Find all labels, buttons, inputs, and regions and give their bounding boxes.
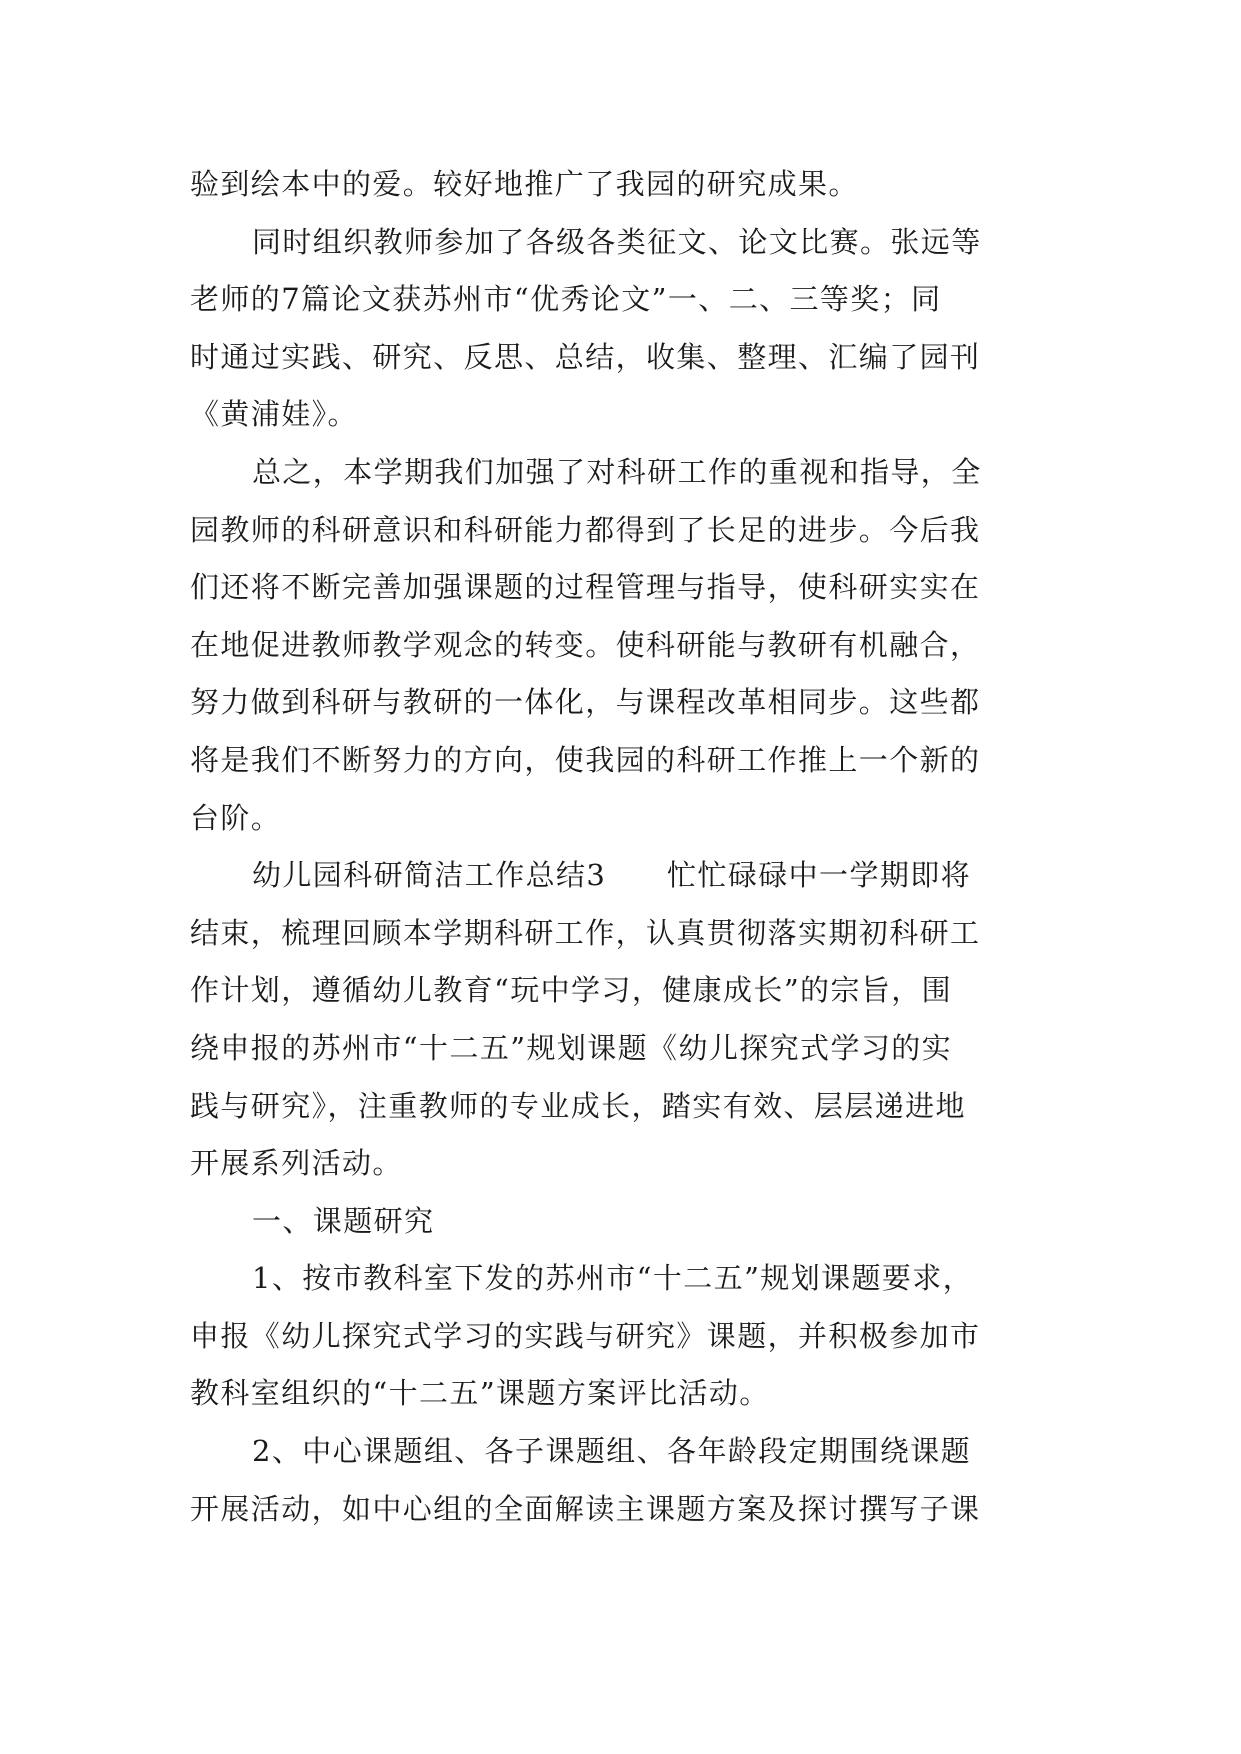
text-line: 台阶。 [190,800,282,835]
text-line: 开展系列活动。 [190,1146,403,1181]
text-line: 园教师的科研意识和科研能力都得到了长足的进步。今后我 [190,512,981,547]
text-line: 践与研究》，注重教师的专业成长，踏实有效、层层递进地 [190,1088,966,1123]
text-line: 结束，梳理回顾本学期科研工作，认真贯彻落实期初科研工 [190,915,981,950]
text-line: 绕申报的苏州市“十二五”规划课题《幼儿探究式学习的实 [190,1030,953,1065]
text-line: 在地促进教师教学观念的转变。使科研能与教研有机融合， [190,627,981,662]
text-line: 努力做到科研与教研的一体化，与课程改革相同步。这些都 [190,685,981,720]
text-line: 教科室组织的“十二五”课题方案评比活动。 [190,1376,770,1411]
text-line: 老师的7篇论文获苏州市“优秀论文”一、二、三等奖；同 [190,282,942,317]
text-line: 总之，本学期我们加强了对科研工作的重视和指导，全 [252,454,982,489]
text-line: 开展活动，如中心组的全面解读主课题方案及探讨撰写子课 [190,1491,981,1526]
text-line: 作计划，遵循幼儿教育“玩中学习，健康成长”的宗旨，围 [190,973,953,1008]
text-line: 将是我们不断努力的方向，使我园的科研工作推上一个新的 [190,742,981,777]
section-heading: 一、课题研究 [252,1203,435,1238]
text-line: 时通过实践、研究、反思、总结，收集、整理、汇编了园刊 [190,339,981,374]
text-line: 幼儿园科研简洁工作总结3 忙忙碌碌中一学期即将 [252,858,972,893]
text-line: 同时组织教师参加了各级各类征文、论文比赛。张远等 [252,224,982,259]
text-line: 2、中心课题组、各子课题组、各年龄段定期围绕课题 [252,1434,972,1469]
text-line: 验到绘本中的爱。较好地推广了我园的研究成果。 [190,167,859,201]
text-line: 们还将不断完善加强课题的过程管理与指导，使科研实实在 [190,570,981,605]
text-line: 1、按市教科室下发的苏州市“十二五”规划课题要求， [252,1261,974,1296]
text-line: 《黄浦娃》。 [190,397,358,432]
document-body [190,156,1070,1538]
text-line: 申报《幼儿探究式学习的实践与研究》课题，并积极参加市 [190,1318,981,1353]
